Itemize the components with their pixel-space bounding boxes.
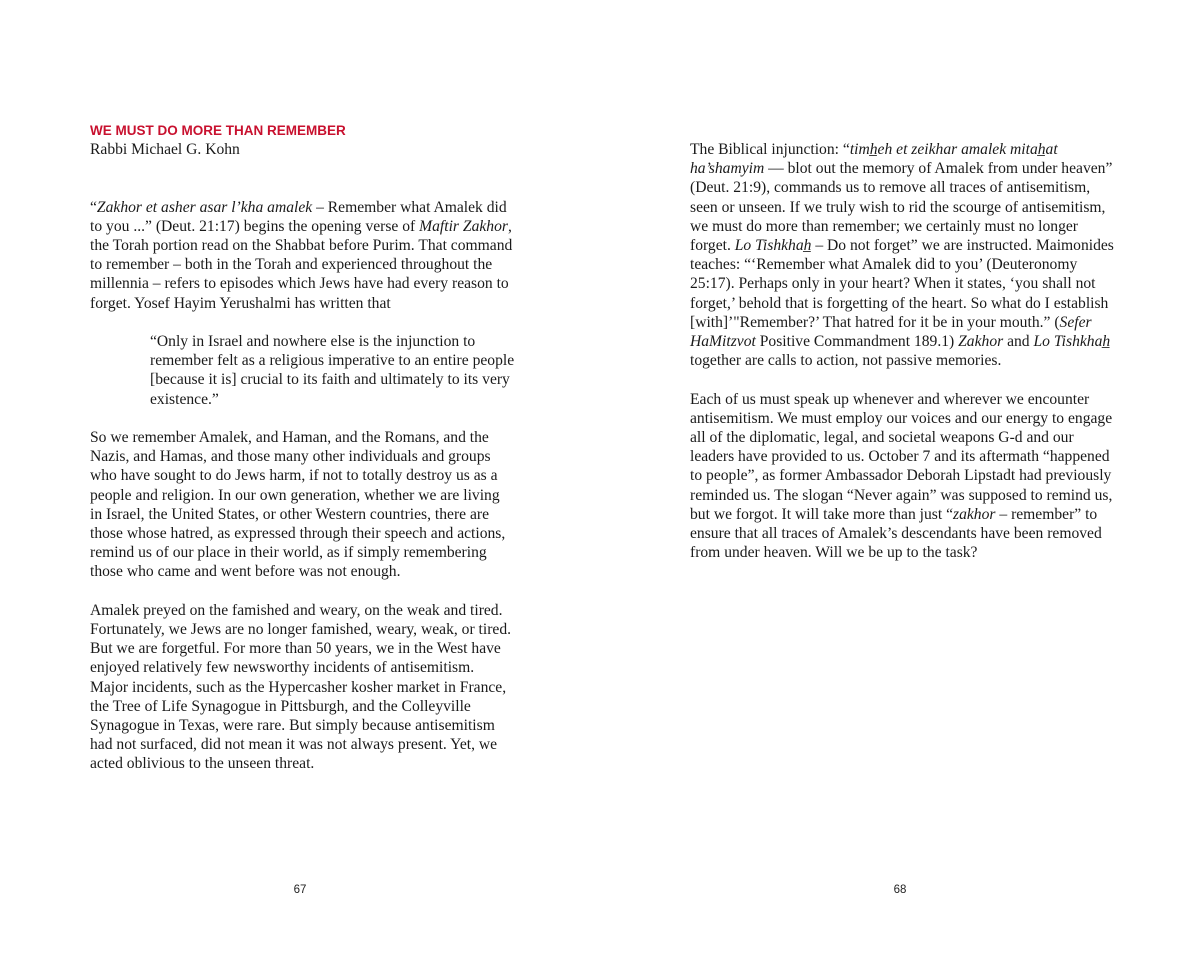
left-column	[90, 121, 515, 774]
text-run: – remember” to ensure that all traces of Amalek’s descendants have been removed from under heaven. Will we be up to the task?	[690, 505, 1102, 562]
paragraph-opening	[90, 198, 515, 313]
text-run: , the Torah portion read on the Shabbat before Purim. That command to remember – both in the Torah and experienced throughout the millennia – refers to episodes which Jews have had every reason to forget. Yosef Hayim Yerushalmi has written that	[90, 217, 513, 312]
page-number: 68	[893, 884, 907, 896]
text-run: — blot out the memory of Amalek from under heaven” (Deut. 21:9), commands us to remove all traces of antisemitism, seen or unseen. If we truly wish to rid the scourge of antisemitism, we must do more than remember; we certainly must no longer forget.	[690, 160, 1113, 255]
italic-lo-tishkhah: Lo Tishkhah̲	[1033, 333, 1111, 351]
page-number: 67	[293, 884, 307, 896]
paragraph-forgetful: Amalek preyed on the famished and weary, on the weak and tired. Fortunately, we Jews are no longer famished, weary, weak, or tired. But we are forgetful. For more than 50 years, we in the West have enjoyed relatively few newsworthy incidents of antisemitism. Major incidents, such as the Hypercasher kosher market in France, the Tree of Life Synagogue in Pittsburgh, and the Colleyville Synagogue in Texas, were rare. But simply because antisemitism had not surfaced, did not mean it was not always present. Yet, we acted oblivious to the unseen threat.	[90, 601, 512, 773]
right-column	[690, 140, 1115, 562]
text-run: and	[1003, 333, 1034, 351]
italic-lo-tishkhah: Lo Tishkhah̲	[734, 237, 812, 255]
text-run: Each of us must speak up whenever and wherever we encounter antisemitism. We must employ our voices and our energy to engage all of the diplomatic, legal, and societal weapons G-d and our leaders have provided to us. October 7 and its aftermath “happened to people”, as former Ambassador Deborah Lipstadt had previously reminded us. The slogan “Never again” was supposed to remind us, but we forgot. It will take more than just “	[690, 390, 1113, 523]
italic-zakhor: zakhor	[953, 505, 996, 523]
italic-hebrew-phrase: timh̲eh et zeikhar amalek mitah̲at ha’shamyim	[690, 141, 1058, 178]
text-run: – Do not forget” we are instructed. Maimonides teaches: “‘Remember what Amalek did to you’ (Deuteronomy 25:17). Perhaps only in your heart? When it states, ‘you shall not forget,’ behold that is forgetting of the heart. So what do I establish [with]’"Remember?’ That hatred for it be in your mouth.” (	[690, 237, 1114, 331]
paragraph-biblical-injunction	[690, 140, 1115, 370]
italic-hebrew-phrase: Zakhor et asher asar l’kha amalek	[96, 198, 313, 216]
text-run: together are calls to action, not passive memories.	[690, 352, 1002, 370]
author-byline: Rabbi Michael G. Kohn	[90, 141, 240, 158]
page-68	[600, 0, 1200, 960]
article-title: WE MUST DO MORE THAN REMEMBER	[90, 123, 346, 138]
paragraph-speak-up	[690, 390, 1115, 563]
paragraph-remember-amalek: So we remember Amalek, and Haman, and the Romans, and the Nazis, and Hamas, and those many other individuals and groups who have sought to do Jews harm, if not to totally destroy us as a people and religion. In our own generation, whether we are living in Israel, the United States, or other Western countries, there are those whose hatred, as expressed through their speech and actions, remind us of our place in their world, as if simply remembering those who came and went before was not enough.	[90, 429, 506, 581]
italic-maftir-zakhor: Maftir Zakhor	[419, 217, 508, 235]
text-run: – Remember what Amalek did to you ...” (Deut. 21:17) begins the opening verse of	[90, 198, 507, 235]
text-run: The Biblical injunction: “	[690, 141, 850, 158]
text-run: “	[90, 198, 97, 216]
spacer	[90, 159, 515, 197]
italic-zakhor: Zakhor	[958, 333, 1004, 351]
italic-sefer-hamitzvot: Sefer HaMitzvot	[690, 313, 1092, 351]
block-quote: “Only in Israel and nowhere else is the injunction to remember felt as a religious imperative to an entire people [because it is] crucial to its faith and ultimately to its very existence.”	[150, 333, 515, 408]
text-run: Positive Commandment 189.1)	[755, 333, 959, 351]
